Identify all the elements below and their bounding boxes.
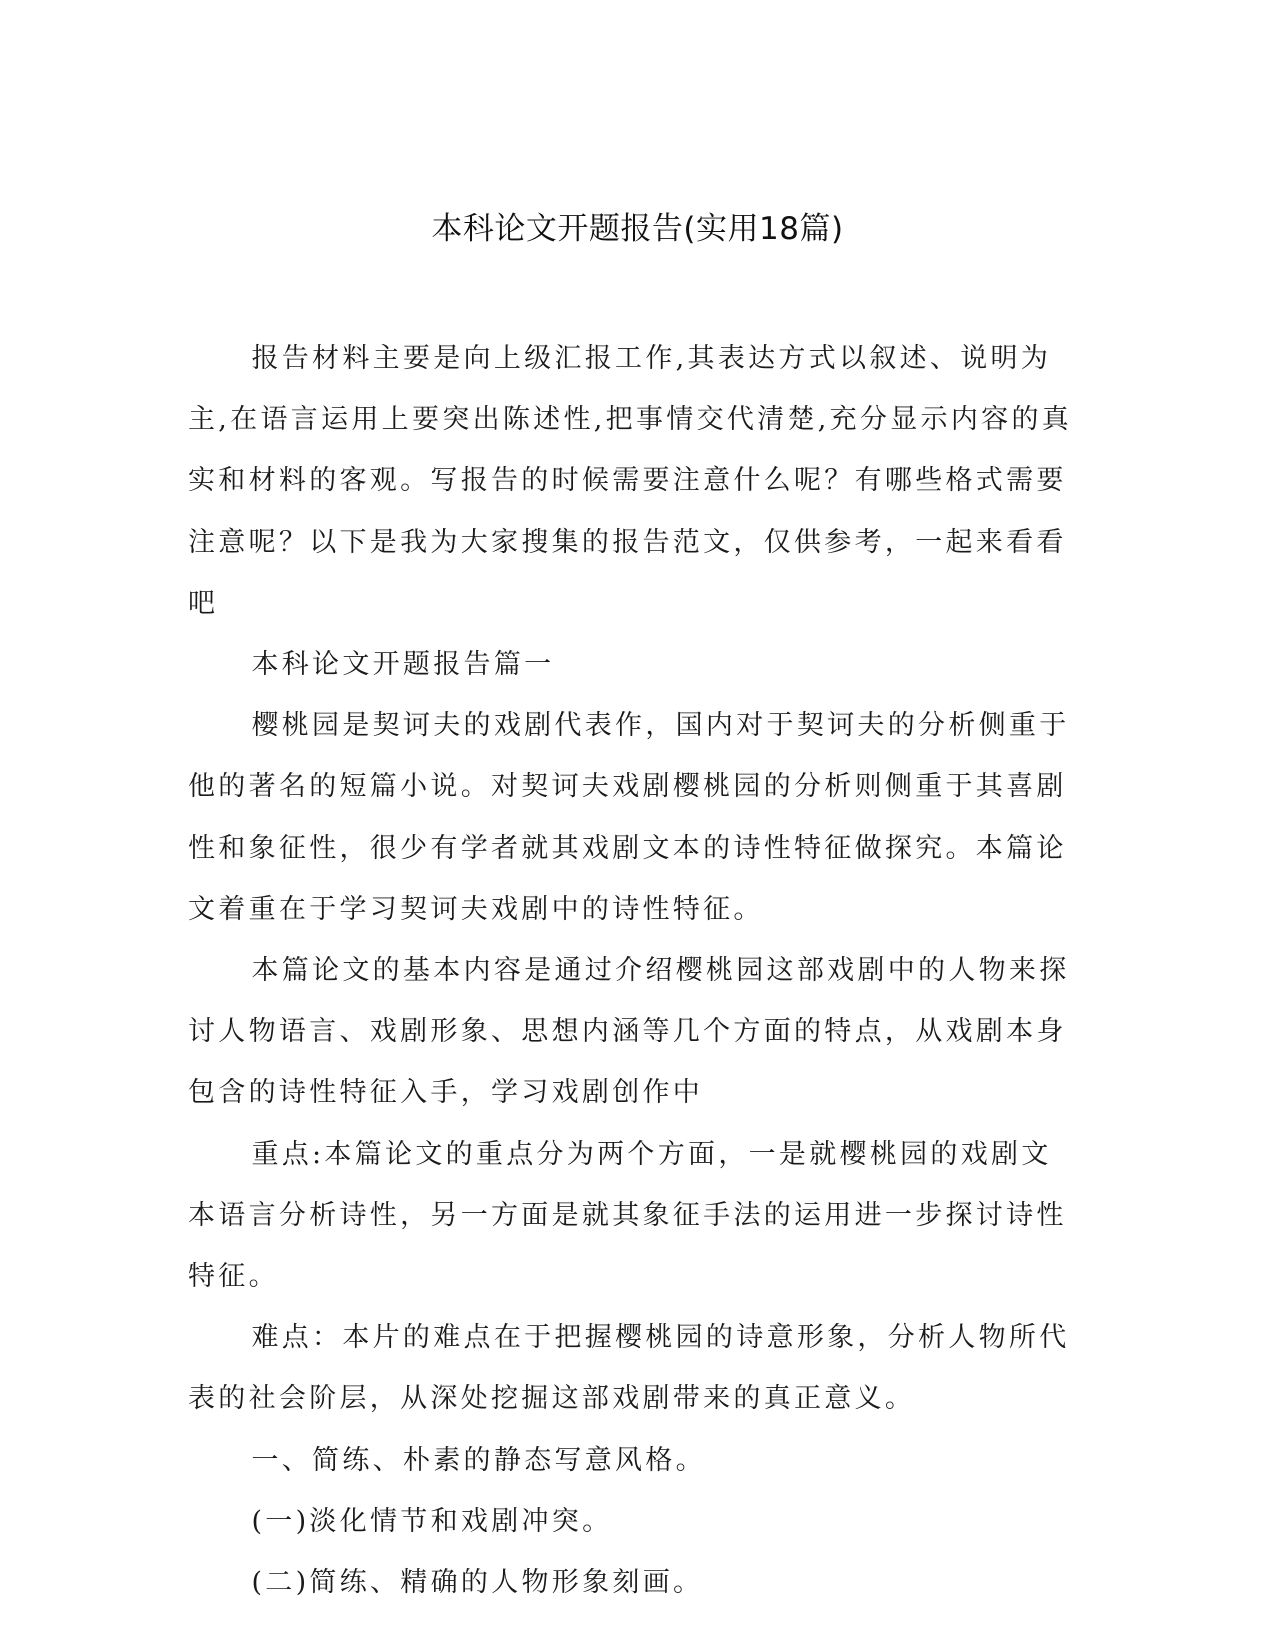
difficulties-paragraph: 难点：本片的难点在于把握樱桃园的诗意形象，分析人物所代表的社会阶层，从深处挖掘这部戏剧带来的真正意义。 <box>188 1322 1070 1415</box>
body-paragraph: 樱桃园是契诃夫的戏剧代表作，国内对于契诃夫的分析侧重于他的著名的短篇小说。对契诃夫戏剧樱桃园的分析则侧重于其喜剧性和象征性，很少有学者就其戏剧文本的诗性特征做探究。本篇论文着重在于学习契诃夫戏剧中的诗性特征。 <box>188 710 1070 925</box>
document-title: 本科论文开题报告(实用18篇) <box>431 211 844 247</box>
section-heading: 本科论文开题报告篇一 <box>251 649 555 681</box>
intro-paragraph: 报告材料主要是向上级汇报工作,其表达方式以叙述、说明为主,在语言运用上要突出陈述性,把事情交代清楚,充分显示内容的真实和材料的客观。写报告的时候需要注意什么呢？有哪些格式需要注意呢？以下是我为大家搜集的报告范文，仅供参考，一起来看看吧 <box>188 343 1073 619</box>
body-paragraph: 本篇论文的基本内容是通过介绍樱桃园这部戏剧中的人物来探讨人物语言、戏剧形象、思想内涵等几个方面的特点，从戏剧本身包含的诗性特征入手，学习戏剧创作中 <box>188 955 1070 1109</box>
outline-item: 一、简练、朴素的静态写意风格。 <box>251 1444 706 1476</box>
document-body <box>188 328 1078 1613</box>
key-points-paragraph: 重点:本篇论文的重点分为两个方面，一是就樱桃园的戏剧文本语言分析诗性，另一方面是就其象征手法的运用进一步探讨诗性特征。 <box>188 1138 1067 1293</box>
outline-subitem: (二)简练、精确的人物形象刻画。 <box>251 1567 704 1599</box>
outline-subitem: (一)淡化情节和戏剧冲突。 <box>251 1505 613 1537</box>
